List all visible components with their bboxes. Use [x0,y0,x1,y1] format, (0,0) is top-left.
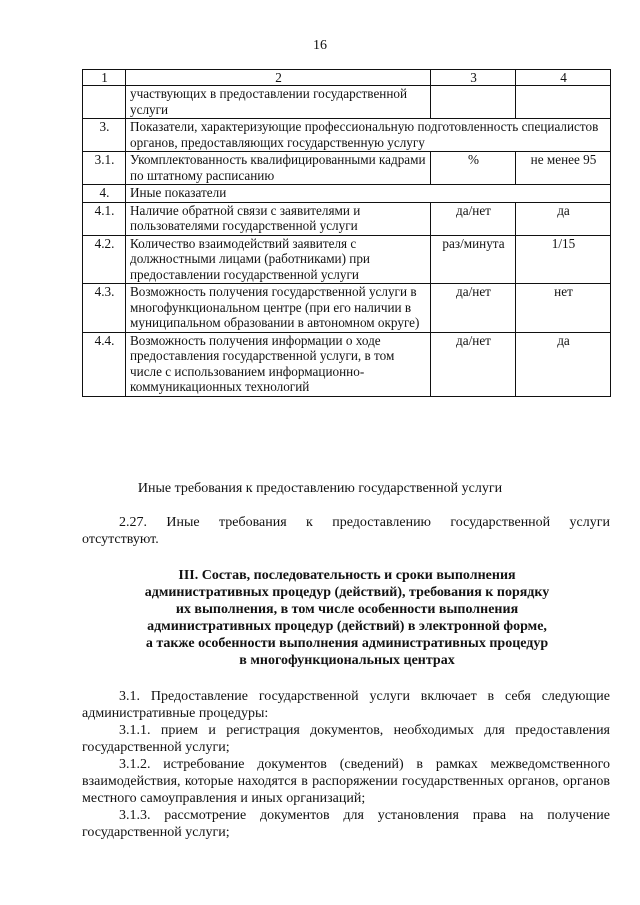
page-number: 16 [313,38,327,53]
row-name: Наличие обратной связи с заявителями и пользователями государственной услуги [126,202,431,235]
paragraph-3-1-3 [82,807,610,841]
table-header-row [83,70,611,86]
paragraph-rest: государственной услуги; [82,740,230,755]
paragraph-3-1-1 [82,722,610,756]
row-name: Количество взаимодействий заявителя с должностными лицами (работниками) при предоставлении государственной услуги [126,235,431,284]
row-unit: да/нет [431,284,516,333]
chapter-title-line: в многофункциональных центрах [239,653,455,668]
paragraph-rest: административные процедуры: [82,706,269,721]
paragraph-rest: взаимодействия, которые находятся в распоряжении государственных органов, органов местного самоуправления и иных организаций; [82,774,610,806]
procedure-list [82,688,610,841]
row-number: 3.1. [83,152,126,185]
row-name: Иные показатели [126,185,611,203]
row-number: 4. [83,185,126,203]
row-unit: да/нет [431,202,516,235]
table-row [83,332,611,396]
paragraph-first-line: 3.1. Предоставление государственной услуги включает в себя следующие [119,689,610,704]
row-number: 4.2. [83,235,126,284]
row-number: 4.3. [83,284,126,333]
header-cell: 4 [516,70,611,86]
chapter-title-line: III. Состав, последовательность и сроки выполнения [178,568,516,583]
row-number [83,86,126,119]
table-row [83,202,611,235]
row-unit [431,86,516,119]
row-number: 3. [83,119,126,152]
chapter-title [92,567,602,669]
row-value [516,86,611,119]
table-row [83,284,611,333]
row-number: 4.4. [83,332,126,396]
section-caption: Иные требования к предоставлению государственной услуги [137,481,503,496]
table-row [83,119,611,152]
table-row [83,235,611,284]
header-cell: 2 [126,70,431,86]
row-name: Показатели, характеризующие профессиональную подготовленность специалистов органов, предоставляющих государственную услугу [126,119,611,152]
row-number: 4.1. [83,202,126,235]
row-value: нет [516,284,611,333]
row-name: участвующих в предоставлении государственной услуги [126,86,431,119]
chapter-title-line: их выполнения, в том числе особенности выполнения [175,602,519,617]
table-row [83,152,611,185]
header-cell: 3 [431,70,516,86]
row-value: не менее 95 [516,152,611,185]
paragraph-3-1-2 [82,756,610,807]
paragraph-first-line: 3.1.3. рассмотрение документов для установления права на получение [119,808,610,823]
row-value: да [516,332,611,396]
chapter-title-line: а также особенности выполнения административных процедур [145,636,549,651]
paragraph-first-line: 3.1.1. прием и регистрация документов, необходимых для предоставления [119,723,610,738]
row-value: 1/15 [516,235,611,284]
paragraph-first-line: 3.1.2. истребование документов (сведений) в рамках межведомственного [119,757,610,772]
indicators-table [82,69,611,397]
paragraph-2-27-line2: отсутствуют. [82,532,159,547]
paragraph-3-1 [82,688,610,722]
row-unit: раз/минута [431,235,516,284]
row-name: Возможность получения информации о ходе предоставления государственной услуги, в том числе с использованием информационно-коммуникационных технологий [126,332,431,396]
paragraph-2-27 [82,514,610,548]
table-row [83,86,611,119]
chapter-title-line: административных процедур (действий) в электронной форме, [147,619,547,634]
row-value: да [516,202,611,235]
row-unit: % [431,152,516,185]
row-name: Укомплектованность квалифицированными кадрами по штатному расписанию [126,152,431,185]
table-row [83,185,611,203]
header-cell: 1 [83,70,126,86]
paragraph-2-27-line1: 2.27. Иные требования к предоставлению государственной услуги [119,515,610,530]
chapter-title-line: административных процедур (действий), требования к порядку [144,585,550,600]
paragraph-rest: государственной услуги; [82,825,230,840]
row-unit: да/нет [431,332,516,396]
row-name: Возможность получения государственной услуги в многофункциональном центре (при его наличии в муниципальном образовании в автономном округе) [126,284,431,333]
